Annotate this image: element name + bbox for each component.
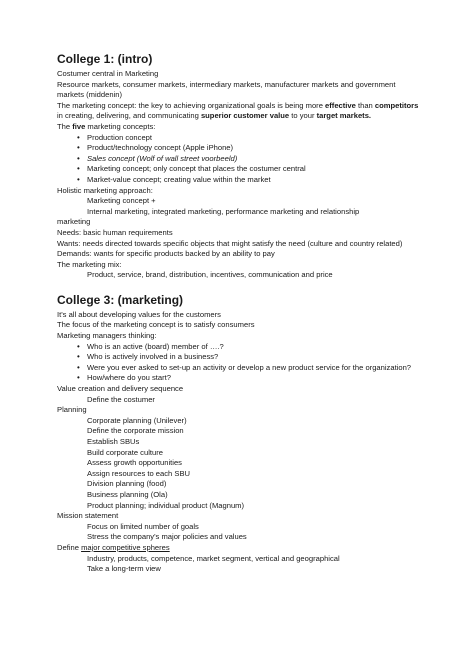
text-line: Define major competitive spheres [57,542,170,552]
text-line: Value creation and delivery sequence [57,384,184,394]
text-line: Industry, products, competence, market segment, vertical and geographical [87,553,340,563]
list-item: • Production concept [57,133,422,144]
text-line: Product planning; individual product (Magnum) [87,500,245,510]
text-line: Corporate planning (Unilever) [87,415,187,425]
text-line: Division planning (food) [87,479,167,489]
text-line: Stress the company's major policies and values [87,532,247,542]
document-body [57,52,422,575]
text-line: Mission statement [57,511,119,521]
list-item: • Product/technology concept (Apple iPhone) [57,143,422,154]
text-line: Establish SBUs [87,437,140,446]
text-line: Marketing concept + [87,196,156,206]
text-line: Define the corporate mission [87,426,184,436]
five-concepts-heading: The five marketing concepts: [57,121,156,131]
text-line: Holistic marketing approach: [57,185,153,195]
text-line: Assign resources to each SBU [87,468,190,478]
list-item: • Sales concept (Wolf of wall street voorbeeld) [57,154,422,165]
text-line: Wants: needs directed towards specific objects that might satisfy the need (culture and country related) [57,238,403,248]
text-line: Define the costumer [87,394,155,404]
text-line: Business planning (Ola) [87,489,168,499]
text-line: Focus on limited number of goals [87,521,199,531]
text-line: Resource markets, consumer markets, intermediary markets, manufacturer markets and government markets (middenin) [57,79,396,100]
text-line: Demands: wants for specific products backed by an ability to pay [57,249,275,259]
marketing-concept-definition: The marketing concept: the key to achieving organizational goals is being more effective than competitors in creating, delivering, and communicating superior customer value to your target markets. [57,100,419,121]
managers-questions-list [57,342,422,384]
text-line: Internal marketing, integrated marketing, performance marketing and relationship [87,206,360,216]
list-item: • Marketing concept; only concept that places the costumer central [57,164,422,175]
text-line: Needs: basic human requirements [57,227,173,237]
text-line: Assess growth opportunities [87,458,182,468]
text-line: Build corporate culture [87,447,163,457]
college3-heading: College 3: (marketing) [57,292,184,307]
list-item: • Who is an active (board) member of ….? [57,342,422,353]
list-item: • Who is actively involved in a business? [57,352,422,363]
text-line: Planning [57,405,87,415]
five-concepts-list [57,133,422,186]
list-item: • Were you ever asked to set-up an activity or develop a new product service for the organization? [57,363,422,374]
text-line: Costumer central in Marketing [57,69,159,78]
college1-heading: College 1: (intro) [57,52,153,66]
list-item: • How/where do you start? [57,373,422,384]
text-line: Product, service, brand, distribution, incentives, communication and price [87,270,333,280]
text-line: Take a long-term view [87,564,161,574]
text-line: The marketing mix: [57,259,122,269]
text-line: Marketing managers thinking: [57,331,157,341]
text-line: It's all about developing values for the customers [57,309,221,319]
text-line: marketing [57,217,91,227]
text-line: The focus of the marketing concept is to satisfy consumers [57,320,255,330]
list-item: • Market-value concept; creating value within the market [57,175,422,186]
